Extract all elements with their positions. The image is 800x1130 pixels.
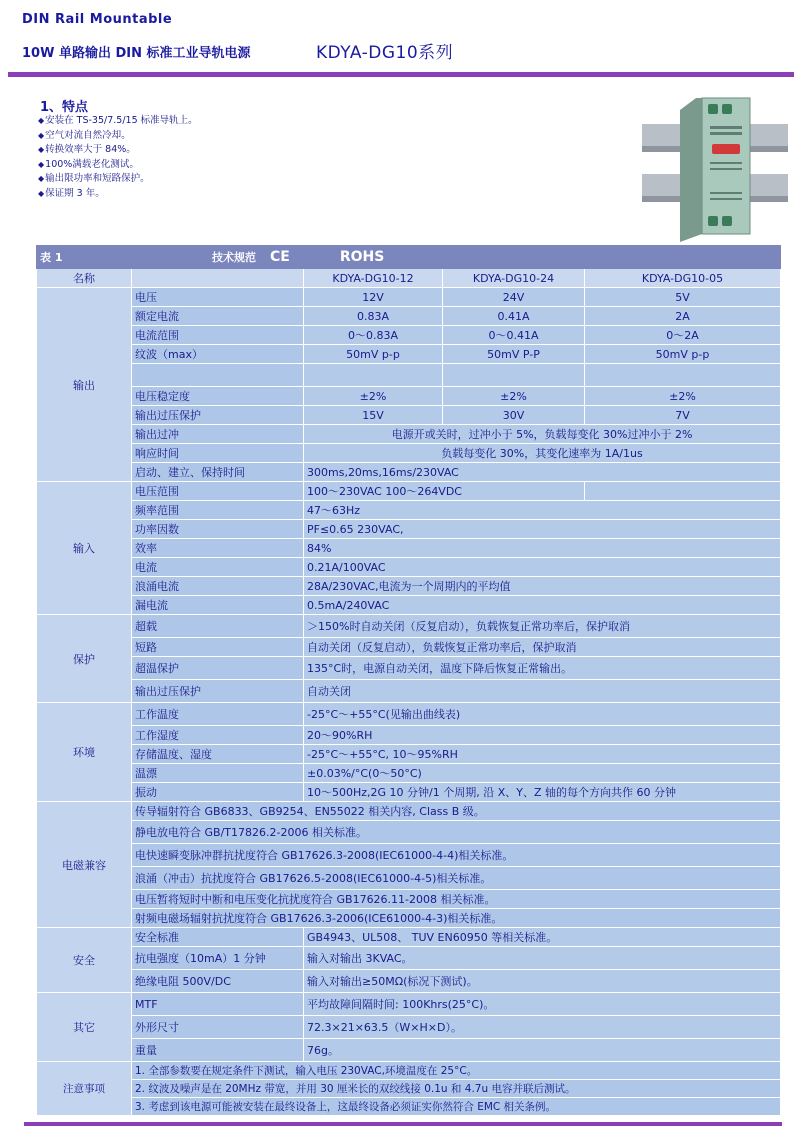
- table-row: [37, 657, 781, 680]
- table-row: [37, 970, 781, 993]
- table-row: [37, 764, 781, 783]
- row-label: 电流范围: [132, 326, 304, 345]
- spec-table: [36, 245, 781, 1116]
- cell-value: 47～63Hz: [304, 501, 781, 520]
- table-row: [37, 326, 781, 345]
- table-row: [37, 425, 781, 444]
- table-row: [37, 638, 781, 657]
- header-line1: DIN Rail Mountable: [22, 12, 173, 27]
- cell-value: 50mV p-p: [585, 345, 781, 364]
- model-header-row: [37, 269, 781, 288]
- row-label: 重量: [132, 1039, 304, 1062]
- table-row: [37, 463, 781, 482]
- table-row: [37, 615, 781, 638]
- cell-value: 15V: [304, 406, 443, 425]
- group-emc: 电磁兼容: [37, 802, 132, 928]
- row-label: 输出过压保护: [132, 406, 304, 425]
- row-label: 存储温度、湿度: [132, 745, 304, 764]
- cell-value: 0～2A: [585, 326, 781, 345]
- cell-value: 300ms,20ms,16ms/230VAC: [304, 463, 781, 482]
- table-row: [37, 444, 781, 463]
- table-row: [37, 482, 781, 501]
- table-row: [37, 1062, 781, 1080]
- cell-value: 自动关闭: [304, 680, 781, 703]
- row-label: 工作温度: [132, 703, 304, 726]
- cell-value: PF≤0.65 230VAC,: [304, 520, 781, 539]
- table-row: [37, 726, 781, 745]
- table-row: [37, 1098, 781, 1116]
- cell-value: 负载每变化 30%，其变化速率为 1A/1us: [304, 444, 781, 463]
- table-row: [37, 558, 781, 577]
- blank-cell: [132, 269, 304, 288]
- cell-value: 76g。: [304, 1039, 781, 1062]
- table-row: [37, 539, 781, 558]
- cell-value: 28A/230VAC,电流为一个周期内的平均值: [304, 577, 781, 596]
- cell-value: 7V: [585, 406, 781, 425]
- features-list: [38, 114, 198, 201]
- row-label: 电压稳定度: [132, 387, 304, 406]
- table-row: [37, 345, 781, 364]
- row-label: 安全标准: [132, 928, 304, 947]
- group-environment: 环境: [37, 703, 132, 802]
- table-row: [37, 288, 781, 307]
- row-label: 输出过冲: [132, 425, 304, 444]
- row-label: 超温保护: [132, 657, 304, 680]
- row-label: 工作湿度: [132, 726, 304, 745]
- blank-cell: [304, 364, 443, 387]
- blank-cell: [585, 364, 781, 387]
- cell-value: 24V: [443, 288, 585, 307]
- blank-cell: [443, 364, 585, 387]
- table-row: [37, 993, 781, 1016]
- row-label: 额定电流: [132, 307, 304, 326]
- cell-value: 电源开或关时，过冲小于 5%，负载每变化 30%过冲小于 2%: [304, 425, 781, 444]
- table-number: 表 1: [37, 246, 132, 269]
- blank-cell: [585, 482, 781, 501]
- ce-mark: CE: [270, 249, 290, 265]
- row-label: 电压范围: [132, 482, 304, 501]
- name-label: 名称: [37, 269, 132, 288]
- table-row: [37, 1039, 781, 1062]
- row-label: 启动、建立、保持时间: [132, 463, 304, 482]
- row-label: 振动: [132, 783, 304, 802]
- table-row: [37, 890, 781, 909]
- table-row: [37, 1080, 781, 1098]
- model-col: KDYA-DG10-12: [304, 269, 443, 288]
- note-line: 1. 全部参数要在规定条件下测试，输入电压 230VAC,环境温度在 25°C。: [132, 1062, 781, 1080]
- row-label: 超载: [132, 615, 304, 638]
- cell-value: 静电放电符合 GB/T17826.2-2006 相关标准。: [132, 821, 781, 844]
- model-col: KDYA-DG10-05: [585, 269, 781, 288]
- table-row: [37, 596, 781, 615]
- table-row: [37, 1016, 781, 1039]
- note-line: 3. 考虑到该电源可能被安装在最终设备上，这最终设备必须证实你然符合 EMC 相关条例。: [132, 1098, 781, 1116]
- model-col: KDYA-DG10-24: [443, 269, 585, 288]
- cell-value: ±0.03%/°C(0～50°C): [304, 764, 781, 783]
- row-label: 输出过压保护: [132, 680, 304, 703]
- rohs-mark: ROHS: [339, 249, 385, 265]
- cell-value: 72.3×21×63.5（W×H×D）。: [304, 1016, 781, 1039]
- cell-value: 0.21A/100VAC: [304, 558, 781, 577]
- cell-value: ±2%: [304, 387, 443, 406]
- row-label: 温漂: [132, 764, 304, 783]
- header-line2: 10W 单路输出 DIN 标准工业导轨电源: [22, 46, 251, 61]
- cell-value: 50mV p-p: [304, 345, 443, 364]
- row-label: 响应时间: [132, 444, 304, 463]
- row-label: 频率范围: [132, 501, 304, 520]
- feature-item: ◆ 100%满载老化测试。: [38, 158, 198, 173]
- table-row: [37, 909, 781, 928]
- cell-value: 浪涌（冲击）抗扰度符合 GB17626.5-2008(IEC61000-4-5)相关标准。: [132, 867, 781, 890]
- cell-value: 135°C时，电源自动关闭，温度下降后恢复正常输出。: [304, 657, 781, 680]
- row-label: 浪涌电流: [132, 577, 304, 596]
- cell-value: 0.5mA/240VAC: [304, 596, 781, 615]
- table-row: [37, 783, 781, 802]
- cell-value: ＞150%时自动关闭（反复启动），负载恢复正常功率后，保护取消: [304, 615, 781, 638]
- cell-value: 84%: [304, 539, 781, 558]
- table-header-row: [37, 246, 781, 269]
- cell-value: -25°C～+55°C, 10～95%RH: [304, 745, 781, 764]
- row-label: 外形尺寸: [132, 1016, 304, 1039]
- table-row: [37, 745, 781, 764]
- cell-value: -25°C～+55°C(见输出曲线表): [304, 703, 781, 726]
- cell-value: 20～90%RH: [304, 726, 781, 745]
- table-row: [37, 802, 781, 821]
- group-input: 输入: [37, 482, 132, 615]
- features-title: 1、特点: [40, 100, 89, 115]
- cell-value: 5V: [585, 288, 781, 307]
- table-row: [37, 703, 781, 726]
- cell-value: 0.41A: [443, 307, 585, 326]
- header-divider: [8, 72, 794, 77]
- cell-value: 0.83A: [304, 307, 443, 326]
- table-row: [37, 867, 781, 890]
- table-row: [37, 307, 781, 326]
- feature-item: ◆ 输出限功率和短路保护。: [38, 172, 198, 187]
- cell-value: 输入对输出 3KVAC。: [304, 947, 781, 970]
- group-protection: 保护: [37, 615, 132, 703]
- cell-value: ±2%: [585, 387, 781, 406]
- note-line: 2. 纹波及噪声是在 20MHz 带宽，并用 30 厘米长的双绞线接 0.1u 和 4.7u 电容并联后测试。: [132, 1080, 781, 1098]
- row-label: 功率因数: [132, 520, 304, 539]
- row-label: 抗电强度（10mA）1 分钟: [132, 947, 304, 970]
- row-label: 漏电流: [132, 596, 304, 615]
- cell-value: ±2%: [443, 387, 585, 406]
- group-safety: 安全: [37, 928, 132, 993]
- blank-cell: [132, 364, 304, 387]
- feature-item: ◆ 安装在 TS-35/7.5/15 标准导轨上。: [38, 114, 198, 129]
- cell-value: 50mV P-P: [443, 345, 585, 364]
- table-row: [37, 680, 781, 703]
- cell-value: 10～500Hz,2G 10 分钟/1 个周期, 沿 X、Y、Z 轴的每个方向共作 60 分钟: [304, 783, 781, 802]
- cell-value: 0～0.41A: [443, 326, 585, 345]
- cell-value: 传导辐射符合 GB6833、GB9254、EN55022 相关内容, Class B 级。: [132, 802, 781, 821]
- cell-value: 输入对输出≥50MΩ(标况下测试)。: [304, 970, 781, 993]
- cell-value: 2A: [585, 307, 781, 326]
- row-label: 短路: [132, 638, 304, 657]
- table-row-blank: [37, 364, 781, 387]
- table-row: [37, 577, 781, 596]
- table-row: [37, 387, 781, 406]
- group-output: 输出: [37, 288, 132, 482]
- cell-value: 12V: [304, 288, 443, 307]
- row-label: 电流: [132, 558, 304, 577]
- table-row: [37, 406, 781, 425]
- cell-value: 0～0.83A: [304, 326, 443, 345]
- feature-item: ◆ 空气对流自然冷却。: [38, 129, 198, 144]
- cell-value: 100～230VAC 100～264VDC: [304, 482, 585, 501]
- cell-value: 30V: [443, 406, 585, 425]
- row-label: 纹波（max）: [132, 345, 304, 364]
- feature-item: ◆ 保证期 3 年。: [38, 187, 198, 202]
- group-other: 其它: [37, 993, 132, 1062]
- table-row: [37, 821, 781, 844]
- row-label: 绝缘电阻 500V/DC: [132, 970, 304, 993]
- footer-divider: [24, 1122, 782, 1126]
- row-label: 效率: [132, 539, 304, 558]
- series-title: KDYA-DG10系列: [316, 43, 454, 63]
- cell-value: 电快速瞬变脉冲群抗扰度符合 GB17626.3-2008(IEC61000-4-4)相关标准。: [132, 844, 781, 867]
- table-row: [37, 520, 781, 539]
- group-notes: 注意事项: [37, 1062, 132, 1116]
- feature-item: ◆ 转换效率大于 84%。: [38, 143, 198, 158]
- row-label: 电压: [132, 288, 304, 307]
- cell-value: 电压暂将短时中断和电压变化抗扰度符合 GB17626.11-2008 相关标准。: [132, 890, 781, 909]
- table-row: [37, 501, 781, 520]
- cell-value: 平均故障间隔时间: 100Khrs(25°C)。: [304, 993, 781, 1016]
- table-row: [37, 947, 781, 970]
- table-title-cell: [132, 246, 781, 269]
- table-row: [37, 844, 781, 867]
- table-title: 技术规范: [212, 251, 256, 264]
- cell-value: 自动关闭（反复启动），负载恢复正常功率后，保护取消: [304, 638, 781, 657]
- table-row: [37, 928, 781, 947]
- row-label: MTF: [132, 993, 304, 1016]
- cell-value: 射频电磁场辐射抗扰度符合 GB17626.3-2006(ICE61000-4-3)相关标准。: [132, 909, 781, 928]
- cell-value: GB4943、UL508、 TUV EN60950 等相关标准。: [304, 928, 781, 947]
- product-image: [642, 96, 788, 242]
